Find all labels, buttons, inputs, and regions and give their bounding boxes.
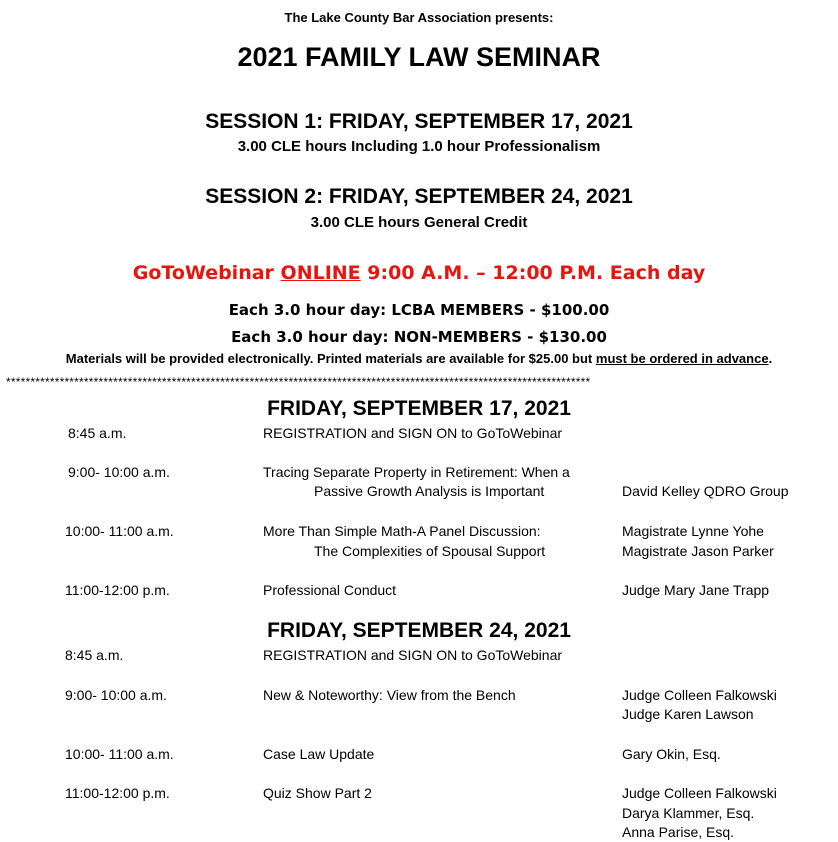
day2-row3-speaker: Gary Okin, Esq. (622, 746, 721, 762)
members-label: Each 3.0 hour day (228, 301, 381, 319)
nonmembers-price (0, 328, 838, 346)
day2-row2-time: 9:00- 10:00 a.m. (65, 687, 167, 703)
day-2-heading: FRIDAY, SEPTEMBER 24, 2021 (267, 619, 571, 642)
day1-row3-topic: More Than Simple Math-A Panel Discussion: (263, 523, 541, 539)
day2-row3-time: 10:00- 11:00 a.m. (65, 746, 174, 762)
materials-note (0, 351, 838, 366)
members-price (0, 301, 838, 319)
day2-row1-time: 8:45 a.m. (65, 647, 124, 663)
day2-row4-speaker-3: Anna Parise, Esq. (622, 824, 735, 840)
webinar-time: 9:00 A.M. – 12:00 P.M. Each day (360, 262, 706, 284)
day1-row4-topic: Professional Conduct (263, 582, 397, 598)
session-1-credit: 3.00 CLE hours Including 1.0 hour Professionalism (237, 138, 601, 155)
day1-row1-time: 8:45 a.m. (68, 425, 127, 441)
materials-text: Materials will be provided electronically. Printed materials are available for $25.00 but (65, 351, 596, 366)
day1-row2-time: 9:00- 10:00 a.m. (68, 464, 170, 480)
day-1-heading: FRIDAY, SEPTEMBER 17, 2021 (267, 397, 571, 420)
intro-line: The Lake County Bar Association presents: (284, 10, 554, 25)
star-divider: ************************************************************************************************************************ (6, 375, 591, 389)
day1-row4-speaker: Judge Mary Jane Trapp (622, 582, 770, 598)
day2-row1-topic: REGISTRATION and SIGN ON to GoToWebinar (263, 647, 563, 663)
materials-advance: must be ordered in advance (595, 351, 769, 366)
nonmembers-label: Each 3.0 hour day (231, 328, 383, 346)
webinar-online: ONLINE (280, 262, 361, 284)
day2-row2-speaker-1: Judge Colleen Falkowski (622, 687, 777, 703)
day2-row3-topic: Case Law Update (263, 746, 375, 762)
members-text: : LCBA MEMBERS - $100.00 (380, 301, 610, 319)
materials-end: . (768, 351, 773, 366)
day1-row1-topic: REGISTRATION and SIGN ON to GoToWebinar (263, 425, 563, 441)
day1-row2-speaker: David Kelley QDRO Group (622, 483, 789, 499)
day1-row3-speaker-1: Magistrate Lynne Yohe (622, 523, 764, 539)
day1-row3-speaker-2: Magistrate Jason Parker (622, 543, 774, 559)
webinar-line (0, 262, 838, 284)
day2-row2-topic: New & Noteworthy: View from the Bench (263, 687, 516, 703)
day1-row3-topic-cont: The Complexities of Spousal Support (314, 543, 546, 559)
session-1-title: SESSION 1: FRIDAY, SEPTEMBER 17, 2021 (205, 110, 633, 133)
day1-row3-time: 10:00- 11:00 a.m. (65, 523, 174, 539)
session-2-credit: 3.00 CLE hours General Credit (310, 214, 528, 231)
day2-row4-topic: Quiz Show Part 2 (263, 785, 372, 801)
day2-row4-speaker-1: Judge Colleen Falkowski (622, 785, 777, 801)
session-2-title: SESSION 2: FRIDAY, SEPTEMBER 24, 2021 (205, 185, 633, 208)
nonmembers-text: : NON-MEMBERS - $130.00 (382, 328, 607, 346)
day1-row2-topic-cont: Passive Growth Analysis is Important (314, 483, 545, 499)
seminar-title: 2021 FAMILY LAW SEMINAR (237, 42, 601, 72)
day2-row2-speaker-2: Judge Karen Lawson (622, 706, 754, 722)
day2-row4-time: 11:00-12:00 p.m. (65, 785, 170, 801)
webinar-prefix: GoToWebinar (132, 262, 281, 284)
day1-row2-topic: Tracing Separate Property in Retirement: When a (263, 464, 570, 480)
day1-row4-time: 11:00-12:00 p.m. (65, 582, 170, 598)
day2-row4-speaker-2: Darya Klammer, Esq. (622, 805, 755, 821)
